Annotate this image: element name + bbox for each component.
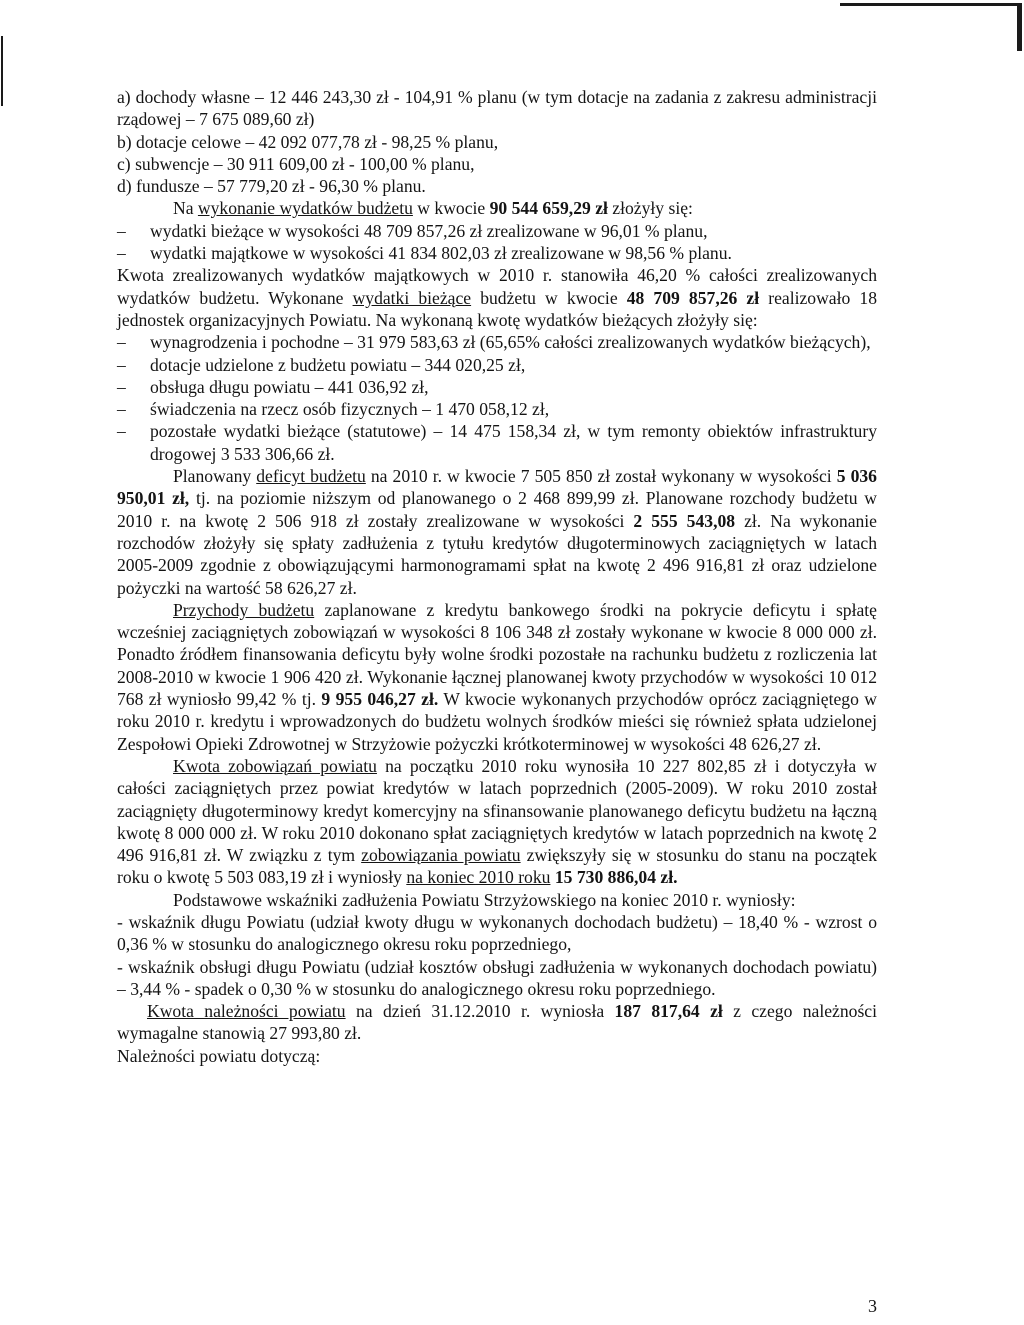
debt-indicators-intro: Podstawowe wskaźniki zadłużenia Powiatu Strzyżowskiego na koniec 2010 r. wyniosły:: [173, 889, 796, 910]
current-expenses-link: wydatki bieżące: [352, 287, 472, 308]
year-end-link: na koniec 2010 roku: [406, 867, 551, 888]
expenses-total-amount: 90 544 659,29 zł: [489, 198, 608, 219]
receivables-link: Kwota należności powiatu: [147, 1001, 346, 1022]
current-expenses-amount: 48 709 857,26 zł: [626, 287, 760, 308]
expense-item-current: – wydatki bieżące w wysokości 48 709 857,26 zł zrealizowane w 96,01 % planu,: [117, 220, 708, 241]
expense-item-capital: – wydatki majątkowe w wysokości 41 834 802,03 zł zrealizowane w 98,56 % planu.: [117, 243, 732, 264]
income-item-grants: b) dotacje celowe – 42 092 077,78 zł - 98,25 % planu,: [117, 131, 499, 152]
scan-edge-right: [1017, 3, 1022, 51]
revenues-amount: 9 955 046,27 zł.: [321, 689, 439, 710]
document-page: [117, 86, 877, 1067]
deficit-amount: 5 036 950,01 zł,: [117, 466, 877, 509]
list-item: – dotacje udzielone z budżetu powiatu – 344 020,25 zł,: [117, 354, 526, 375]
income-item-subsidies: c) subwencje – 30 911 609,00 zł - 100,00 % planu,: [117, 153, 475, 174]
list-item: – świadczenia na rzecz osób fizycznych – 1 470 058,12 zł,: [117, 399, 550, 420]
liabilities-link: zobowiązania powiatu: [361, 845, 521, 866]
income-list: [117, 86, 877, 197]
expenses-heading-link: wykonanie wydatków budżetu: [197, 198, 413, 219]
scan-edge-top: [840, 3, 1020, 6]
current-expenses-list: [117, 331, 877, 465]
receivables-amount: 187 817,64 zł: [614, 1001, 723, 1022]
deficit-paragraph: Planowany deficyt budżetu na 2010 r. w kwocie 7 505 850 zł został wykonany w wysokości 5 036 950,01 zł, tj. na poziomie niższym od planowanego o 2 468 899,99 zł. Planowane rozchody budżetu w 2010 r. na kwotę 2 506 918 zł zostały zrealizowane w wysokości 2 555 543,08 zł. Na wykonanie rozchodów złożyły się spłaty zadłużenia z tytułu kredytów długoterminowych zaciągniętych w latach 2005-2009 zgodnie z obowiązującymi harmonogramami spłat na kwotę 2 496 916,81 zł oraz udzielone pożyczki na wartość 58 626,27 zł.: [117, 466, 877, 598]
revenues-paragraph: Przychody budżetu zaplanowane z kredytu bankowego środki na pokrycie deficytu i spłatę wcześniej zaciągniętych zobowiązań w wysokości 8 106 348 zł zostały wykonane w kwocie 8 000 000 zł. Ponadto źródłem finansowania deficytu były wolne środki pozostałe na rachunku budżetu z rozliczenia lat 2008-2010 w kwocie 1 906 420 zł. Wykonanie łącznej planowanej kwoty przychodów w wysokości 10 012 768 zł wyniosło 99,42 % tj. 9 955 046,27 zł. W kwocie wykonanych przychodów oprócz zaciągniętego w roku 2010 r. kredytu i wprowadzonych do budżetu wolnych środków mieści się również spłata udzielonej Zespołowi Opieki Zdrowotnej w Strzyżowie pożyczki krótkoterminowej w wysokości 48 626,27 zł.: [117, 599, 877, 754]
debt-indicator-2: - wskaźnik obsługi długu Powiatu (udział kosztów obsługi zadłużenia w wykonanych dochodach powiatu) – 3,44 % - spadek o 0,30 % w stosunku do analogicznego okresu roku poprzedniego.: [117, 956, 877, 999]
receivables-paragraph: Kwota należności powiatu na dzień 31.12.2010 r. wyniosła 187 817,64 zł z czego należności wymagalne stanowią 27 993,80 zł.: [117, 1001, 877, 1044]
debt-link: Kwota zobowiązań powiatu: [173, 755, 377, 776]
income-item-own: a) dochody własne – 12 446 243,30 zł - 104,91 % planu (w tym dotacje na zadania z zakresu administracji rządowej – 7 675 089,60 zł): [117, 87, 877, 130]
revenues-link: Przychody budżetu: [173, 599, 315, 620]
deficit-link: deficyt budżetu: [256, 466, 366, 487]
list-item: – wynagrodzenia i pochodne – 31 979 583,63 zł (65,65% całości zrealizowanych wydatków bieżących),: [117, 332, 871, 353]
list-item: – pozostałe wydatki bieżące (statutowe) – 14 475 158,34 zł, w tym remonty obiektów infrastruktury drogowej 3 533 306,66 zł.: [117, 421, 877, 464]
outflows-amount: 2 555 543,08: [633, 510, 736, 531]
expenses-paragraph: Na wykonanie wydatków budżetu w kwocie 90 544 659,29 zł złożyły się:: [173, 198, 693, 219]
scan-edge-left: [1, 36, 3, 106]
page-number: 3: [868, 1296, 877, 1316]
debt-indicator-1: - wskaźnik długu Powiatu (udział kwoty długu w wykonanych dochodach budżetu) – 18,40 % - wzrost o 0,36 % w stosunku do analogicznego okresu roku poprzedniego,: [117, 911, 877, 955]
income-item-funds: d) fundusze – 57 779,20 zł - 96,30 % planu.: [117, 176, 426, 197]
debt-total-amount: 15 730 886,04 zł.: [554, 867, 678, 888]
capital-share-paragraph: Kwota zrealizowanych wydatków majątkowych w 2010 r. stanowiła 46,20 % całości zrealizowanych wydatków budżetu. Wykonane wydatki bieżące budżetu w kwocie 48 709 857,26 zł realizowało 18 jednostek organizacyjnych Powiatu. Na wykonaną kwotę wydatków bieżących złożyły się:: [117, 265, 877, 330]
debt-paragraph: Kwota zobowiązań powiatu na początku 2010 roku wynosiła 10 227 802,85 zł i dotyczyła w całości zaciągniętych przez powiat kredytów w latach poprzednich (2005-2009). W roku 2010 został zaciągnięty długoterminowy kredyt komercyjny na sfinansowanie planowanego deficytu budżetu na łączną kwotę 8 000 000 zł. W roku 2010 dokonano spłat zaciągniętych kredytów w latach poprzednich na kwotę 2 496 916,81 zł. W związku z tym zobowiązania powiatu zwiększyły się w stosunku do stanu na początek roku o kwotę 5 503 083,19 zł i wyniosły na koniec 2010 roku 15 730 886,04 zł.: [117, 755, 878, 888]
receivables-list-intro: Należności powiatu dotyczą:: [117, 1045, 321, 1066]
list-item: – obsługa długu powiatu – 441 036,92 zł,: [117, 376, 429, 397]
